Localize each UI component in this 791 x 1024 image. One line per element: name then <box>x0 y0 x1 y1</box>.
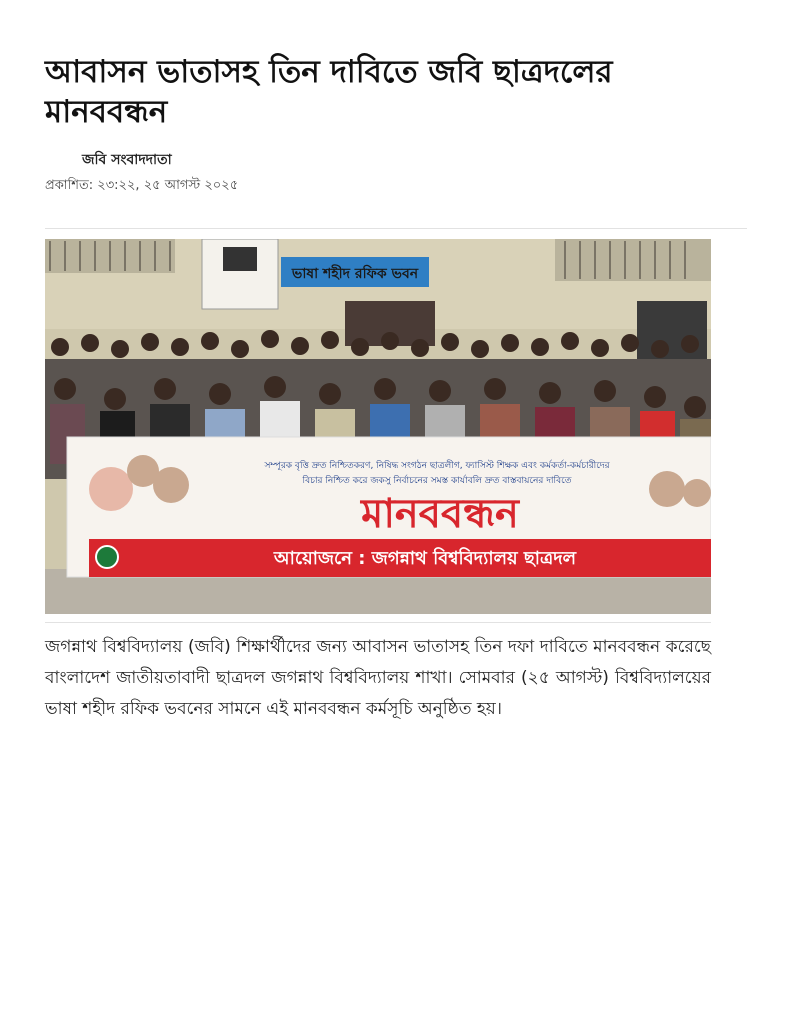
right-balcony <box>555 239 711 281</box>
article-byline: জবি সংবাদদাতা <box>82 152 172 168</box>
banner-demands-line-1: সম্পূরক বৃত্তি দ্রুত নিশ্চিতকরণ, নিষিদ্ধ সংগঠন ছাত্রলীগ, ফ্যাসিস্ট শিক্ষক এবং কর্মকর্তা-কর্মচারীদের <box>264 461 610 471</box>
banner-demands-line-2: বিচার নিশ্চিত করে জকসু নির্বাচনের সমস্ত কার্যাবলি দ্রুত বাস্তবায়নের দাবিতে <box>302 476 572 486</box>
poster-logo <box>223 247 257 271</box>
article-headline: আবাসন ভাতাসহ তিন দাবিতে জবি ছাত্রদলের মানববন্ধন <box>45 54 613 130</box>
published-timestamp: প্রকাশিত: ২৩:২২, ২৫ আগস্ট ২০২৫ <box>45 178 239 193</box>
banner-portrait-right-1 <box>649 471 685 507</box>
banner-title: মানববন্ধন <box>361 491 519 537</box>
building-sign-text: ভাষা শহীদ রফিক ভবন <box>291 266 419 282</box>
photo-divider <box>45 622 711 623</box>
banner-portrait-right-2 <box>683 479 711 507</box>
article-photo <box>45 239 711 614</box>
article-body: জগন্নাথ বিশ্ববিদ্যালয় (জবি) শিক্ষার্থীদের জন্য আবাসন ভাতাসহ তিন দফা দাবিতে মানববন্ধন করেছে বাংলাদেশ জাতীয়তাবাদী ছাত্রদল জগন্নাথ বিশ্ববিদ্যালয় শাখা। সোমবার (২৫ আগস্ট) বিশ্ববিদ্যালয়ের ভাষা শহীদ রফিক ভবনের সামনে এই মানববন্ধন কর্মসূচি অনুষ্ঠিত হয়। <box>45 637 711 719</box>
header-divider <box>45 228 747 229</box>
banner-organizer: আয়োজনে : জগন্নাথ বিশ্ববিদ্যালয় ছাত্রদল <box>273 548 577 569</box>
protest-photo-illustration <box>45 239 711 614</box>
banner-portrait-left-1 <box>89 467 133 511</box>
protest-banner <box>67 437 711 577</box>
banner-portrait-left-3 <box>153 467 189 503</box>
banner-logo-icon <box>96 546 118 568</box>
